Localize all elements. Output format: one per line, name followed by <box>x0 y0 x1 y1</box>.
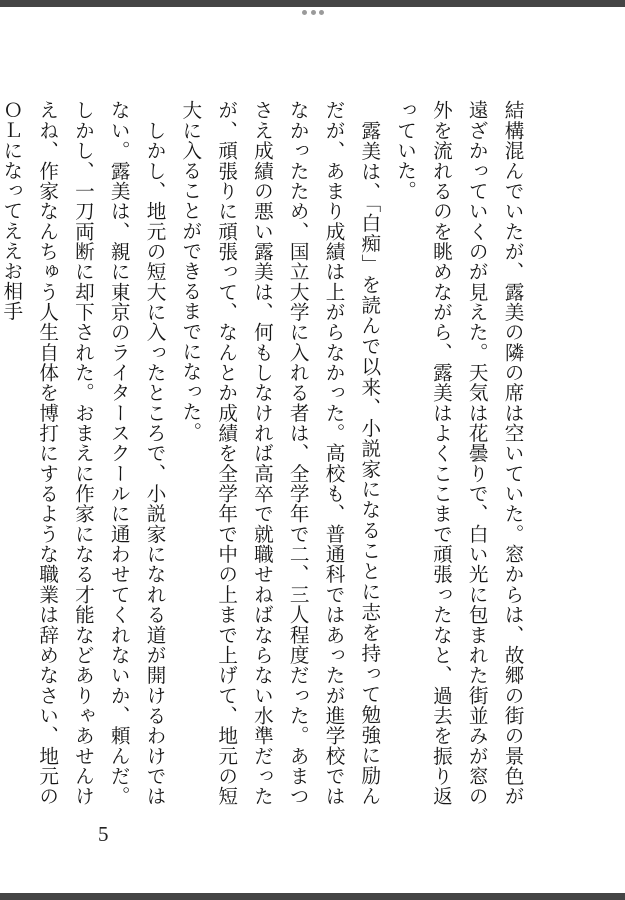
bottom-bar <box>0 893 625 900</box>
dot-icon <box>302 10 307 15</box>
paragraph-3: しかし、地元の短大に入ったところで、小説家になれる道が開けるわけではない。露美は、親に東京のライタースクールに通わせてくれないか、頼んだ。しかし、一刀両断に却下された。おまえに作家になる才能などありゃあせんけえね、作家なんちゅう人生自体を博打にするような職業は辞めなさい、地元のＯＬになってええお相手 <box>0 100 167 806</box>
menu-handle-icon[interactable] <box>302 7 324 17</box>
dot-icon <box>319 10 324 15</box>
page-number: 5 <box>98 822 109 846</box>
dot-icon <box>311 10 316 15</box>
page-text <box>0 100 530 806</box>
paragraph-2: 露美は、「白痴」を読んで以来、小説家になることに志を持って勉強に励んだが、あまり成績は上がらなかった。高校も、普通科ではあったが進学校ではなかったため、国立大学に入れる者は、全学年で二、三人程度だった。あまつさえ成績の悪い露美は、何もしなければ高卒で就職せねばならない水準だったが、頑張りに頑張って、なんとか成績を全学年で中の上まで上げて、地元の短大に入ることができるまでになった。 <box>178 100 381 806</box>
top-bar <box>0 0 625 7</box>
paragraph-1: 結構混んでいたが、露美の隣の席は空いていた。窓からは、故郷の街の景色が遠ざかっていくのが見えた。天気は花曇りで、白い光に包まれた街並みが窓の外を流れるのを眺めながら、露美はよくここまで頑張ったなと、過去を振り返っていた。 <box>393 100 524 806</box>
